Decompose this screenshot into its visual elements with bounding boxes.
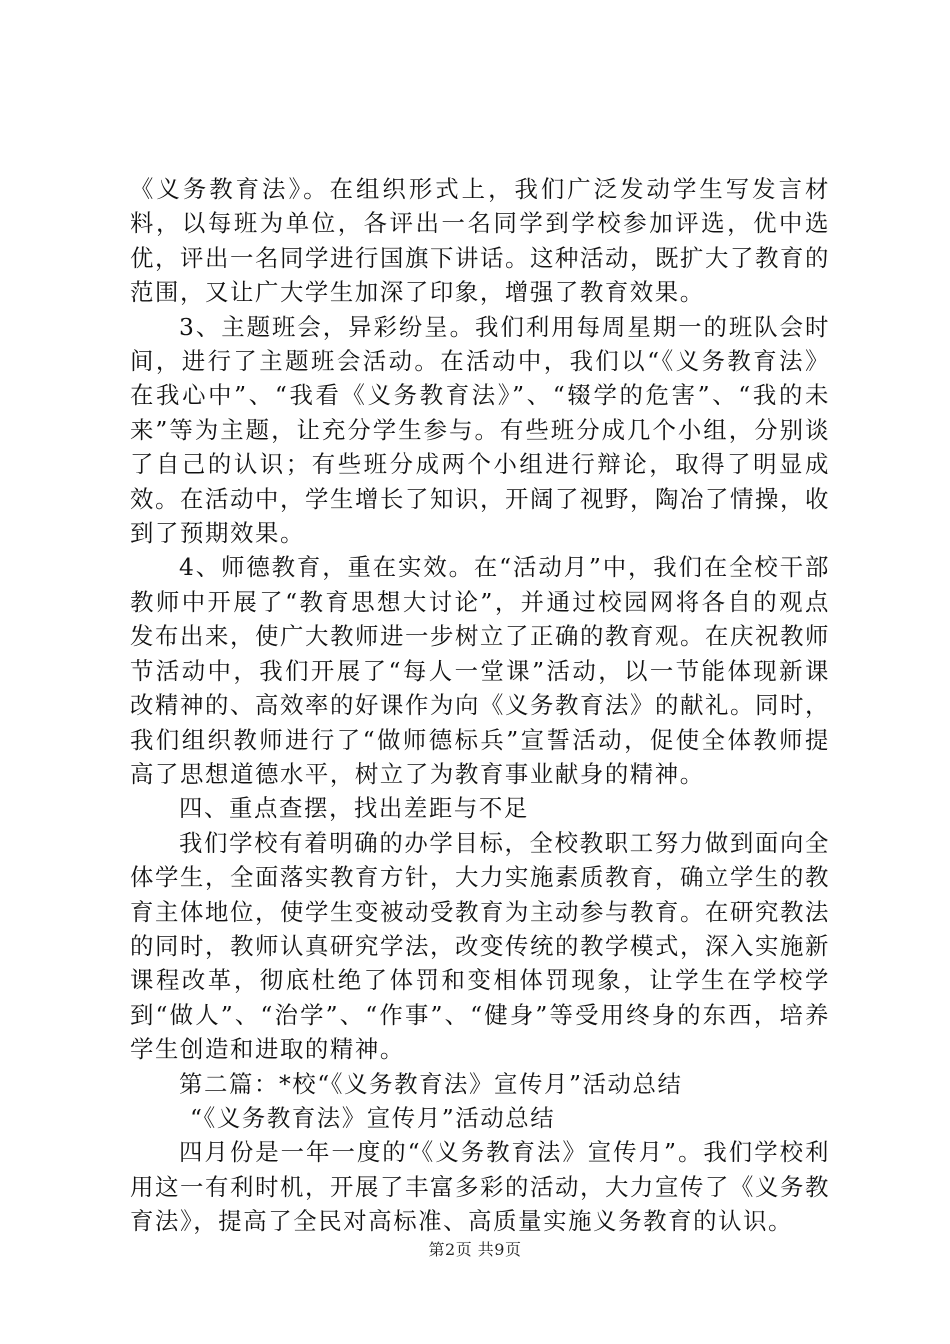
paragraph-school-goals: 我们学校有着明确的办学目标，全校教职工努力做到面向全体学生，全面落实教育方针，大力实施素质教育，确立学生的教育主体地位，使学生变被动受教育为主动参与教育。在研究教法的同时，教师认真研究学法，改变传统的教学模式，深入实施新课程改革，彻底杜绝了体罚和变相体罚现象，让学生在学校学到“做人”、“治学”、“作事”、“健身”等受用终身的东西，培养学生创造和进取的精神。	[130, 828, 830, 1064]
paragraph-theme-class-meeting: 3、主题班会，异彩纷呈。我们利用每周星期一的班队会时间，进行了主题班会活动。在活动中，我们以“《义务教育法》在我心中”、“我看《义务教育法》”、“辍学的危害”、“我的未来”等为主题，让充分学生参与。有些班分成几个小组，分别谈了自己的认识；有些班分成两个小组进行辩论，取得了明显成效。在活动中，学生增长了知识，开阔了视野，陶冶了情操，收到了预期效果。	[130, 312, 830, 548]
paragraph-teacher-ethics: 4、师德教育，重在实效。在“活动月”中，我们在全校干部教师中开展了“教育思想大讨论”，并通过校园网将各自的观点发布出来，使广大教师进一步树立了正确的教育观。在庆祝教师节活动中，我们开展了“每人一堂课”活动，以一节能体现新课改精神的、高效率的好课作为向《义务教育法》的献礼。同时，我们组织教师进行了“做师德标兵”宣誓活动，促使全体教师提高了思想道德水平，树立了为教育事业献身的精神。	[130, 553, 830, 788]
paragraph-continuation: 《义务教育法》。在组织形式上，我们广泛发动学生写发言材料，以每班为单位，各评出一名同学到学校参加评选，优中选优，评出一名同学进行国旗下讲话。这种活动，既扩大了教育的范围，又让广大学生加深了印象，增强了教育效果。	[130, 175, 830, 307]
paragraph-april-month: 四月份是一年一度的“《义务教育法》宣传月”。我们学校利用这一有利时机，开展了丰富多彩的活动，大力宣传了《义务教育法》，提高了全民对高标准、高质量实施义务教育的认识。	[130, 1138, 830, 1236]
chapter-two-title: “《义务教育法》宣传月”活动总结	[190, 1103, 556, 1132]
page-number-footer: 第2页 共9页	[428, 1240, 522, 1259]
chapter-two-heading: 第二篇：*校“《义务教育法》宣传月”活动总结	[179, 1069, 683, 1098]
section-heading-four: 四、重点查摆，找出差距与不足	[179, 794, 529, 823]
document-body	[130, 172, 830, 1239]
